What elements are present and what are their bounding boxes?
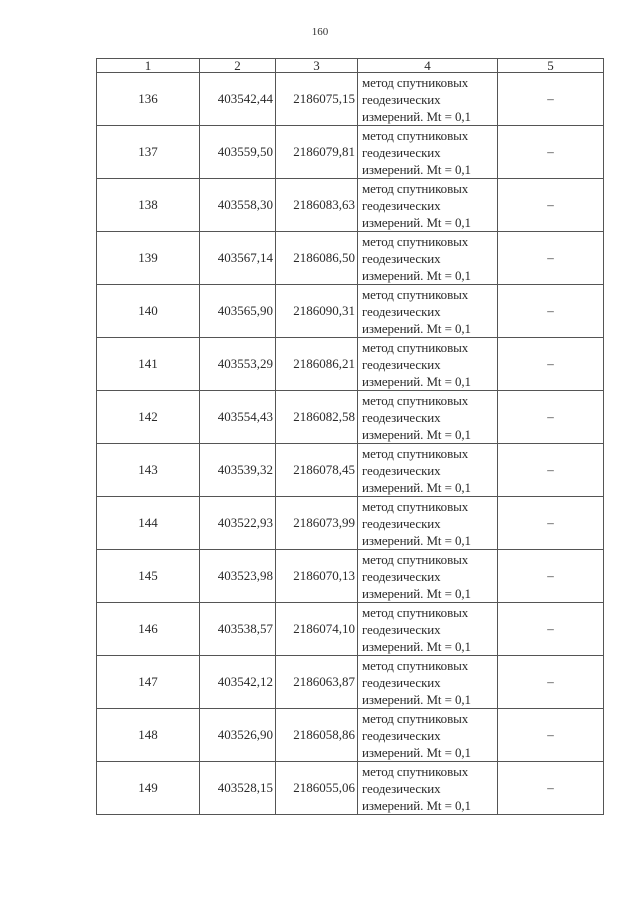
point-number-cell: 136 (97, 73, 200, 126)
x-coordinate-cell: 403538,57 (200, 603, 276, 656)
note-cell: – (498, 285, 604, 338)
method-text-line: измерений. Mt = 0,1 (362, 744, 471, 760)
page-number: 160 (311, 26, 329, 38)
method-text-line: измерений. Mt = 0,1 (362, 691, 471, 707)
y-coordinate-cell: 2186063,87 (276, 656, 358, 709)
method-text-line: метод спутниковых (362, 604, 469, 620)
method-cell (358, 338, 498, 391)
x-coordinate-cell: 403528,15 (200, 762, 276, 815)
method-text-line: измерений. Mt = 0,1 (362, 532, 471, 548)
point-number-cell: 144 (97, 497, 200, 550)
method-text-line: измерений. Mt = 0,1 (362, 585, 471, 601)
x-coordinate-cell: 403565,90 (200, 285, 276, 338)
y-coordinate-cell: 2186086,21 (276, 338, 358, 391)
method-text-line: метод спутниковых (362, 127, 469, 143)
method-text-line: метод спутниковых (362, 286, 469, 302)
method-cell (358, 709, 498, 762)
note-cell: – (498, 179, 604, 232)
y-coordinate-cell: 2186079,81 (276, 126, 358, 179)
method-text-line: измерений. Mt = 0,1 (362, 161, 471, 177)
method-text-line: измерений. Mt = 0,1 (362, 214, 471, 230)
method-text-line: измерений. Mt = 0,1 (362, 373, 471, 389)
x-coordinate-cell: 403523,98 (200, 550, 276, 603)
method-cell (358, 73, 498, 126)
table-row (97, 285, 604, 338)
x-coordinate-cell: 403553,29 (200, 338, 276, 391)
note-cell: – (498, 126, 604, 179)
point-number-cell: 149 (97, 762, 200, 815)
table-row (97, 550, 604, 603)
y-coordinate-cell: 2186086,50 (276, 232, 358, 285)
y-coordinate-cell: 2186090,31 (276, 285, 358, 338)
note-cell: – (498, 762, 604, 815)
x-coordinate-cell: 403522,93 (200, 497, 276, 550)
column-header: 2 (200, 59, 276, 73)
table-row (97, 603, 604, 656)
method-cell (358, 391, 498, 444)
table-row (97, 338, 604, 391)
table-row (97, 762, 604, 815)
note-cell: – (498, 497, 604, 550)
method-text-line: геодезических (362, 356, 441, 372)
y-coordinate-cell: 2186075,15 (276, 73, 358, 126)
note-cell: – (498, 73, 604, 126)
note-cell: – (498, 232, 604, 285)
method-cell (358, 656, 498, 709)
method-text-line: геодезических (362, 91, 441, 107)
y-coordinate-cell: 2186074,10 (276, 603, 358, 656)
table-row (97, 179, 604, 232)
y-coordinate-cell: 2186078,45 (276, 444, 358, 497)
method-text-line: геодезических (362, 568, 441, 584)
table-row (97, 391, 604, 444)
note-cell: – (498, 391, 604, 444)
y-coordinate-cell: 2186058,86 (276, 709, 358, 762)
point-number-cell: 145 (97, 550, 200, 603)
method-cell (358, 179, 498, 232)
table-row (97, 497, 604, 550)
point-number-cell: 143 (97, 444, 200, 497)
point-number-cell: 146 (97, 603, 200, 656)
point-number-cell: 141 (97, 338, 200, 391)
y-coordinate-cell: 2186073,99 (276, 497, 358, 550)
point-number-cell: 137 (97, 126, 200, 179)
point-number-cell: 140 (97, 285, 200, 338)
x-coordinate-cell: 403567,14 (200, 232, 276, 285)
x-coordinate-cell: 403542,44 (200, 73, 276, 126)
method-text-line: геодезических (362, 515, 441, 531)
column-header: 1 (97, 59, 200, 73)
x-coordinate-cell: 403559,50 (200, 126, 276, 179)
method-text-line: измерений. Mt = 0,1 (362, 267, 471, 283)
y-coordinate-cell: 2186055,06 (276, 762, 358, 815)
method-text-line: геодезических (362, 727, 441, 743)
method-cell (358, 550, 498, 603)
coordinates-table (96, 58, 604, 815)
table-row (97, 709, 604, 762)
y-coordinate-cell: 2186070,13 (276, 550, 358, 603)
table-row (97, 232, 604, 285)
note-cell: – (498, 444, 604, 497)
method-text-line: измерений. Mt = 0,1 (362, 320, 471, 336)
method-text-line: геодезических (362, 674, 441, 690)
note-cell: – (498, 603, 604, 656)
method-text-line: измерений. Mt = 0,1 (362, 479, 471, 495)
method-text-line: метод спутниковых (362, 233, 469, 249)
method-text-line: измерений. Mt = 0,1 (362, 426, 471, 442)
point-number-cell: 148 (97, 709, 200, 762)
method-text-line: метод спутниковых (362, 763, 469, 779)
y-coordinate-cell: 2186082,58 (276, 391, 358, 444)
method-cell (358, 444, 498, 497)
method-text-line: геодезических (362, 144, 441, 160)
note-cell: – (498, 338, 604, 391)
method-text-line: метод спутниковых (362, 498, 469, 514)
point-number-cell: 139 (97, 232, 200, 285)
method-text-line: измерений. Mt = 0,1 (362, 797, 471, 813)
method-text-line: метод спутниковых (362, 74, 469, 90)
method-text-line: геодезических (362, 303, 441, 319)
method-text-line: геодезических (362, 780, 441, 796)
column-header: 4 (358, 59, 498, 73)
method-text-line: геодезических (362, 621, 441, 637)
method-cell (358, 126, 498, 179)
table-header-row (97, 59, 604, 73)
note-cell: – (498, 656, 604, 709)
method-text-line: измерений. Mt = 0,1 (362, 108, 471, 124)
method-cell (358, 232, 498, 285)
method-cell (358, 285, 498, 338)
x-coordinate-cell: 403539,32 (200, 444, 276, 497)
method-text-line: геодезических (362, 197, 441, 213)
method-text-line: метод спутниковых (362, 180, 469, 196)
method-cell (358, 497, 498, 550)
point-number-cell: 142 (97, 391, 200, 444)
note-cell: – (498, 550, 604, 603)
method-text-line: геодезических (362, 409, 441, 425)
method-cell (358, 603, 498, 656)
x-coordinate-cell: 403526,90 (200, 709, 276, 762)
method-text-line: метод спутниковых (362, 551, 469, 567)
point-number-cell: 138 (97, 179, 200, 232)
column-header: 3 (276, 59, 358, 73)
method-cell (358, 762, 498, 815)
note-cell: – (498, 709, 604, 762)
y-coordinate-cell: 2186083,63 (276, 179, 358, 232)
method-text-line: метод спутниковых (362, 392, 469, 408)
method-text-line: метод спутниковых (362, 339, 469, 355)
column-header: 5 (498, 59, 604, 73)
method-text-line: метод спутниковых (362, 710, 469, 726)
table-row (97, 73, 604, 126)
x-coordinate-cell: 403558,30 (200, 179, 276, 232)
method-text-line: метод спутниковых (362, 445, 469, 461)
point-number-cell: 147 (97, 656, 200, 709)
table-row (97, 126, 604, 179)
table-row (97, 444, 604, 497)
method-text-line: измерений. Mt = 0,1 (362, 638, 471, 654)
method-text-line: геодезических (362, 250, 441, 266)
method-text-line: геодезических (362, 462, 441, 478)
method-text-line: метод спутниковых (362, 657, 469, 673)
x-coordinate-cell: 403542,12 (200, 656, 276, 709)
table-row (97, 656, 604, 709)
x-coordinate-cell: 403554,43 (200, 391, 276, 444)
